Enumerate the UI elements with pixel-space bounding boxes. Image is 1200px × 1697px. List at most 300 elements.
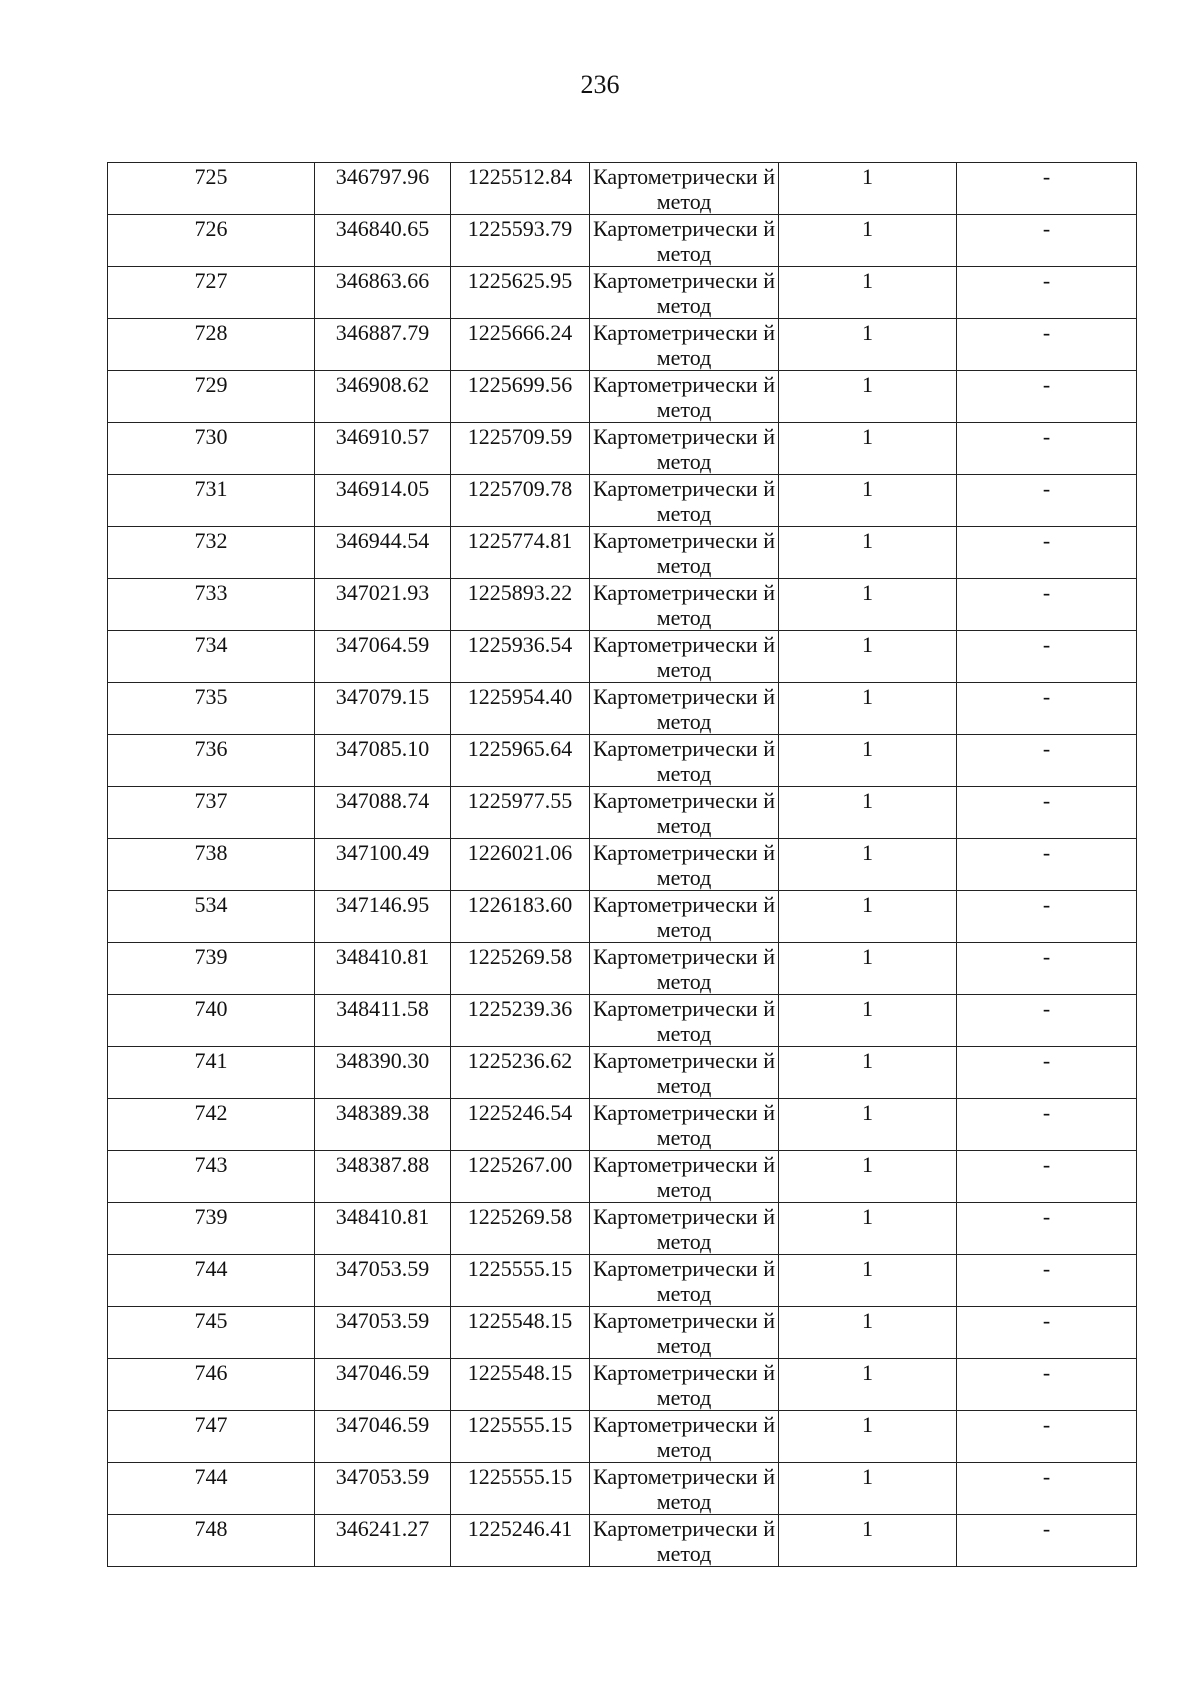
cell-accuracy [779, 1151, 957, 1203]
cell-method-text: Картометрически й метод [593, 1204, 775, 1254]
cell-y-coordinate-text: 1225267.00 [467, 1152, 573, 1177]
cell-y-coordinate [451, 319, 590, 371]
cell-point-number [108, 475, 315, 527]
cell-note-text: - [1042, 1412, 1051, 1437]
cell-point-number [108, 163, 315, 215]
cell-y-coordinate [451, 1099, 590, 1151]
cell-accuracy [779, 423, 957, 475]
cell-accuracy-text: 1 [862, 840, 873, 865]
table-row [108, 1515, 1137, 1567]
cell-accuracy-text: 1 [862, 892, 873, 917]
cell-accuracy [779, 475, 957, 527]
cell-point-number [108, 579, 315, 631]
cell-point-number [108, 215, 315, 267]
cell-method [590, 215, 779, 267]
table-row [108, 839, 1137, 891]
table-row [108, 163, 1137, 215]
cell-x-coordinate-text: 348411.58 [336, 996, 429, 1021]
cell-accuracy [779, 527, 957, 579]
cell-method [590, 1411, 779, 1463]
table-row [108, 1099, 1137, 1151]
cell-accuracy [779, 839, 957, 891]
cell-y-coordinate [451, 1151, 590, 1203]
cell-x-coordinate [315, 735, 451, 787]
cell-point-number-text: 747 [194, 1412, 228, 1437]
cell-point-number [108, 267, 315, 319]
cell-method-text: Картометрически й метод [593, 1048, 775, 1098]
cell-note [957, 995, 1137, 1047]
cell-method [590, 1515, 779, 1567]
cell-method [590, 1307, 779, 1359]
cell-x-coordinate-text: 348410.81 [335, 1204, 430, 1229]
table-row [108, 475, 1137, 527]
table-row [108, 1307, 1137, 1359]
cell-point-number-text: 737 [194, 788, 228, 813]
cell-point-number [108, 1359, 315, 1411]
cell-point-number-text: 742 [194, 1100, 228, 1125]
cell-method-text: Картометрически й метод [593, 788, 775, 838]
cell-method-text: Картометрически й метод [593, 1100, 775, 1150]
table-row [108, 943, 1137, 995]
cell-accuracy [779, 1255, 957, 1307]
cell-note [957, 631, 1137, 683]
cell-note-text: - [1042, 684, 1051, 709]
cell-y-coordinate [451, 631, 590, 683]
cell-method [590, 943, 779, 995]
cell-method [590, 1359, 779, 1411]
cell-y-coordinate-text: 1225555.15 [467, 1412, 573, 1437]
coordinates-table-body [108, 163, 1137, 1567]
cell-note-text: - [1042, 216, 1051, 241]
cell-accuracy [779, 267, 957, 319]
cell-note-text: - [1042, 580, 1051, 605]
cell-method [590, 423, 779, 475]
cell-method-text: Картометрически й метод [593, 216, 775, 266]
cell-accuracy-text: 1 [862, 1516, 873, 1541]
cell-method [590, 163, 779, 215]
cell-note-text: - [1042, 944, 1051, 969]
cell-note [957, 1515, 1137, 1567]
cell-y-coordinate-text: 1225936.54 [467, 632, 573, 657]
cell-x-coordinate-text: 347085.10 [335, 736, 430, 761]
table-row [108, 631, 1137, 683]
table-row [108, 215, 1137, 267]
cell-x-coordinate [315, 683, 451, 735]
cell-y-coordinate-text: 1225548.15 [467, 1308, 573, 1333]
cell-point-number [108, 1411, 315, 1463]
cell-point-number [108, 735, 315, 787]
cell-method [590, 1463, 779, 1515]
cell-point-number-text: 741 [194, 1048, 228, 1073]
cell-note [957, 1411, 1137, 1463]
cell-x-coordinate-text: 347053.59 [335, 1464, 430, 1489]
table-row [108, 579, 1137, 631]
cell-y-coordinate [451, 943, 590, 995]
cell-method-text: Картометрически й метод [593, 1308, 775, 1358]
cell-y-coordinate [451, 683, 590, 735]
cell-x-coordinate-text: 348387.88 [335, 1152, 430, 1177]
cell-note-text: - [1042, 1204, 1051, 1229]
cell-accuracy-text: 1 [862, 996, 873, 1021]
cell-accuracy-text: 1 [862, 1360, 873, 1385]
cell-x-coordinate-text: 347079.15 [335, 684, 430, 709]
cell-method-text: Картометрически й метод [593, 476, 775, 526]
cell-point-number-text: 744 [194, 1464, 228, 1489]
cell-point-number-text: 727 [194, 268, 228, 293]
coordinates-table [107, 162, 1137, 1567]
cell-y-coordinate [451, 475, 590, 527]
cell-y-coordinate [451, 163, 590, 215]
cell-x-coordinate [315, 631, 451, 683]
cell-accuracy-text: 1 [862, 632, 873, 657]
cell-note [957, 943, 1137, 995]
table-row [108, 1411, 1137, 1463]
cell-point-number [108, 1203, 315, 1255]
cell-x-coordinate [315, 319, 451, 371]
cell-note [957, 683, 1137, 735]
cell-accuracy [779, 163, 957, 215]
cell-x-coordinate-text: 348389.38 [335, 1100, 430, 1125]
page-number: 236 [580, 70, 620, 99]
cell-x-coordinate-text: 346908.62 [335, 372, 430, 397]
cell-x-coordinate [315, 475, 451, 527]
cell-accuracy-text: 1 [862, 788, 873, 813]
cell-note-text: - [1042, 632, 1051, 657]
cell-accuracy-text: 1 [862, 736, 873, 761]
cell-y-coordinate [451, 1255, 590, 1307]
cell-method-text: Картометрически й метод [593, 424, 775, 474]
cell-y-coordinate [451, 1047, 590, 1099]
cell-accuracy-text: 1 [862, 216, 873, 241]
cell-method [590, 891, 779, 943]
cell-accuracy-text: 1 [862, 1204, 873, 1229]
cell-x-coordinate [315, 1463, 451, 1515]
cell-accuracy-text: 1 [862, 528, 873, 553]
cell-x-coordinate-text: 347046.59 [335, 1412, 430, 1437]
cell-method [590, 995, 779, 1047]
cell-note [957, 891, 1137, 943]
cell-accuracy [779, 995, 957, 1047]
cell-note-text: - [1042, 788, 1051, 813]
cell-method [590, 839, 779, 891]
cell-accuracy [779, 943, 957, 995]
cell-x-coordinate [315, 1203, 451, 1255]
cell-point-number [108, 371, 315, 423]
cell-y-coordinate [451, 1359, 590, 1411]
cell-accuracy-text: 1 [862, 1100, 873, 1125]
cell-point-number-text: 733 [194, 580, 228, 605]
cell-method [590, 579, 779, 631]
table-row [108, 423, 1137, 475]
cell-note [957, 423, 1137, 475]
cell-method-text: Картометрически й метод [593, 840, 775, 890]
cell-note [957, 1463, 1137, 1515]
cell-x-coordinate [315, 423, 451, 475]
cell-point-number-text: 725 [194, 164, 228, 189]
cell-note-text: - [1042, 1464, 1051, 1489]
cell-accuracy-text: 1 [862, 944, 873, 969]
cell-point-number [108, 631, 315, 683]
cell-x-coordinate-text: 346944.54 [335, 528, 430, 553]
cell-y-coordinate-text: 1225236.62 [467, 1048, 573, 1073]
cell-accuracy [779, 1359, 957, 1411]
cell-x-coordinate [315, 579, 451, 631]
cell-y-coordinate-text: 1225555.15 [467, 1256, 573, 1281]
cell-accuracy-text: 1 [862, 1048, 873, 1073]
cell-point-number [108, 683, 315, 735]
cell-note [957, 839, 1137, 891]
cell-y-coordinate-text: 1225965.64 [467, 736, 573, 761]
cell-accuracy [779, 579, 957, 631]
cell-method-text: Картометрически й метод [593, 892, 775, 942]
cell-y-coordinate-text: 1225593.79 [467, 216, 573, 241]
cell-note [957, 787, 1137, 839]
cell-x-coordinate-text: 348390.30 [335, 1048, 430, 1073]
cell-accuracy [779, 891, 957, 943]
cell-point-number-text: 734 [194, 632, 228, 657]
cell-method [590, 1047, 779, 1099]
cell-accuracy-text: 1 [862, 684, 873, 709]
table-row [108, 787, 1137, 839]
cell-point-number [108, 943, 315, 995]
cell-note [957, 163, 1137, 215]
cell-y-coordinate-text: 1225512.84 [467, 164, 573, 189]
cell-point-number [108, 891, 315, 943]
cell-note-text: - [1042, 840, 1051, 865]
cell-x-coordinate-text: 346863.66 [335, 268, 430, 293]
cell-y-coordinate [451, 735, 590, 787]
cell-note-text: - [1042, 372, 1051, 397]
cell-y-coordinate-text: 1225269.58 [467, 1204, 573, 1229]
cell-note-text: - [1042, 1152, 1051, 1177]
cell-accuracy-text: 1 [862, 320, 873, 345]
cell-point-number-text: 726 [194, 216, 228, 241]
cell-point-number [108, 319, 315, 371]
cell-y-coordinate-text: 1226183.60 [467, 892, 573, 917]
cell-note-text: - [1042, 1308, 1051, 1333]
cell-y-coordinate-text: 1225246.54 [467, 1100, 573, 1125]
cell-x-coordinate [315, 1515, 451, 1567]
cell-x-coordinate-text: 347046.59 [335, 1360, 430, 1385]
cell-point-number-text: 736 [194, 736, 228, 761]
table-row [108, 1203, 1137, 1255]
cell-method-text: Картометрически й метод [593, 1152, 775, 1202]
cell-method [590, 683, 779, 735]
cell-method-text: Картометрически й метод [593, 1412, 775, 1462]
cell-method-text: Картометрически й метод [593, 580, 775, 630]
table-row [108, 891, 1137, 943]
cell-note-text: - [1042, 1048, 1051, 1073]
cell-x-coordinate [315, 1307, 451, 1359]
cell-x-coordinate-text: 347021.93 [335, 580, 430, 605]
cell-point-number [108, 1463, 315, 1515]
cell-note [957, 1047, 1137, 1099]
cell-method-text: Картометрически й метод [593, 372, 775, 422]
cell-x-coordinate-text: 346840.65 [335, 216, 430, 241]
cell-note-text: - [1042, 892, 1051, 917]
cell-y-coordinate-text: 1225269.58 [467, 944, 573, 969]
cell-y-coordinate-text: 1225625.95 [467, 268, 573, 293]
cell-x-coordinate-text: 346910.57 [335, 424, 430, 449]
cell-x-coordinate [315, 1099, 451, 1151]
cell-point-number-text: 739 [194, 944, 228, 969]
cell-y-coordinate-text: 1225548.15 [467, 1360, 573, 1385]
cell-method-text: Картометрически й метод [593, 320, 775, 370]
cell-note-text: - [1042, 1256, 1051, 1281]
cell-note-text: - [1042, 424, 1051, 449]
cell-point-number [108, 787, 315, 839]
cell-note [957, 579, 1137, 631]
cell-x-coordinate-text: 347053.59 [335, 1308, 430, 1333]
cell-accuracy-text: 1 [862, 1256, 873, 1281]
cell-point-number-text: 745 [194, 1308, 228, 1333]
cell-note-text: - [1042, 528, 1051, 553]
cell-method-text: Картометрически й метод [593, 736, 775, 786]
cell-method [590, 475, 779, 527]
cell-note [957, 267, 1137, 319]
cell-point-number [108, 1151, 315, 1203]
cell-accuracy-text: 1 [862, 424, 873, 449]
cell-y-coordinate [451, 995, 590, 1047]
cell-point-number-text: 740 [194, 996, 228, 1021]
cell-x-coordinate [315, 371, 451, 423]
cell-point-number-text: 748 [194, 1516, 228, 1541]
table-row [108, 527, 1137, 579]
cell-point-number-text: 746 [194, 1360, 228, 1385]
cell-y-coordinate-text: 1225246.41 [467, 1516, 573, 1541]
cell-method-text: Картометрически й метод [593, 1516, 775, 1566]
cell-x-coordinate [315, 1359, 451, 1411]
cell-point-number-text: 730 [194, 424, 228, 449]
cell-x-coordinate-text: 347053.59 [335, 1256, 430, 1281]
cell-accuracy-text: 1 [862, 1308, 873, 1333]
cell-x-coordinate-text: 346887.79 [335, 320, 430, 345]
cell-accuracy [779, 787, 957, 839]
cell-method [590, 631, 779, 683]
cell-method [590, 319, 779, 371]
cell-accuracy-text: 1 [862, 476, 873, 501]
cell-accuracy [779, 1203, 957, 1255]
cell-x-coordinate [315, 943, 451, 995]
cell-y-coordinate [451, 527, 590, 579]
cell-x-coordinate [315, 839, 451, 891]
cell-method-text: Картометрически й метод [593, 632, 775, 682]
cell-x-coordinate [315, 787, 451, 839]
cell-x-coordinate [315, 267, 451, 319]
cell-accuracy [779, 735, 957, 787]
cell-x-coordinate [315, 215, 451, 267]
cell-method [590, 787, 779, 839]
cell-point-number-text: 738 [194, 840, 228, 865]
cell-accuracy-text: 1 [862, 1152, 873, 1177]
cell-y-coordinate-text: 1225977.55 [467, 788, 573, 813]
cell-point-number-text: 732 [194, 528, 228, 553]
cell-note-text: - [1042, 320, 1051, 345]
cell-accuracy [779, 683, 957, 735]
cell-y-coordinate [451, 1463, 590, 1515]
cell-accuracy [779, 1307, 957, 1359]
cell-accuracy [779, 631, 957, 683]
cell-method [590, 1151, 779, 1203]
cell-method-text: Картометрически й метод [593, 268, 775, 318]
cell-method [590, 267, 779, 319]
cell-point-number-text: 744 [194, 1256, 228, 1281]
cell-note-text: - [1042, 996, 1051, 1021]
cell-x-coordinate-text: 347100.49 [335, 840, 430, 865]
cell-point-number-text: 728 [194, 320, 228, 345]
cell-x-coordinate-text: 347088.74 [335, 788, 430, 813]
cell-method-text: Картометрически й метод [593, 1256, 775, 1306]
cell-method-text: Картометрически й метод [593, 684, 775, 734]
cell-note-text: - [1042, 1360, 1051, 1385]
cell-x-coordinate [315, 163, 451, 215]
cell-note [957, 527, 1137, 579]
cell-point-number-text: 731 [194, 476, 228, 501]
cell-method [590, 371, 779, 423]
cell-y-coordinate [451, 215, 590, 267]
cell-method [590, 735, 779, 787]
table-row [108, 735, 1137, 787]
cell-y-coordinate [451, 1203, 590, 1255]
cell-point-number [108, 839, 315, 891]
cell-x-coordinate [315, 1411, 451, 1463]
cell-note [957, 1151, 1137, 1203]
cell-x-coordinate-text: 346241.27 [335, 1516, 430, 1541]
table-row [108, 371, 1137, 423]
table-row [108, 683, 1137, 735]
cell-y-coordinate-text: 1225709.59 [467, 424, 573, 449]
cell-note [957, 1307, 1137, 1359]
cell-accuracy [779, 1047, 957, 1099]
cell-x-coordinate-text: 346797.96 [335, 164, 430, 189]
table-row [108, 1047, 1137, 1099]
cell-accuracy [779, 371, 957, 423]
cell-point-number [108, 995, 315, 1047]
cell-point-number [108, 423, 315, 475]
cell-accuracy-text: 1 [862, 580, 873, 605]
cell-y-coordinate-text: 1225774.81 [467, 528, 573, 553]
cell-note [957, 475, 1137, 527]
cell-method-text: Картометрически й метод [593, 996, 775, 1046]
cell-accuracy [779, 215, 957, 267]
cell-y-coordinate [451, 1411, 590, 1463]
cell-y-coordinate [451, 371, 590, 423]
cell-y-coordinate-text: 1225555.15 [467, 1464, 573, 1489]
cell-y-coordinate [451, 579, 590, 631]
cell-y-coordinate-text: 1225666.24 [467, 320, 573, 345]
cell-note-text: - [1042, 1516, 1051, 1541]
cell-accuracy-text: 1 [862, 1464, 873, 1489]
cell-x-coordinate [315, 1255, 451, 1307]
cell-y-coordinate-text: 1226021.06 [467, 840, 573, 865]
cell-method [590, 1255, 779, 1307]
cell-point-number [108, 1515, 315, 1567]
cell-method [590, 527, 779, 579]
cell-x-coordinate [315, 1047, 451, 1099]
cell-note-text: - [1042, 164, 1051, 189]
cell-point-number-text: 729 [194, 372, 228, 397]
cell-note-text: - [1042, 736, 1051, 761]
cell-y-coordinate-text: 1225239.36 [467, 996, 573, 1021]
cell-accuracy [779, 319, 957, 371]
cell-accuracy-text: 1 [862, 1412, 873, 1437]
cell-y-coordinate [451, 839, 590, 891]
cell-y-coordinate-text: 1225699.56 [467, 372, 573, 397]
cell-note-text: - [1042, 1100, 1051, 1125]
cell-note [957, 215, 1137, 267]
cell-method-text: Картометрически й метод [593, 164, 775, 214]
cell-accuracy-text: 1 [862, 164, 873, 189]
